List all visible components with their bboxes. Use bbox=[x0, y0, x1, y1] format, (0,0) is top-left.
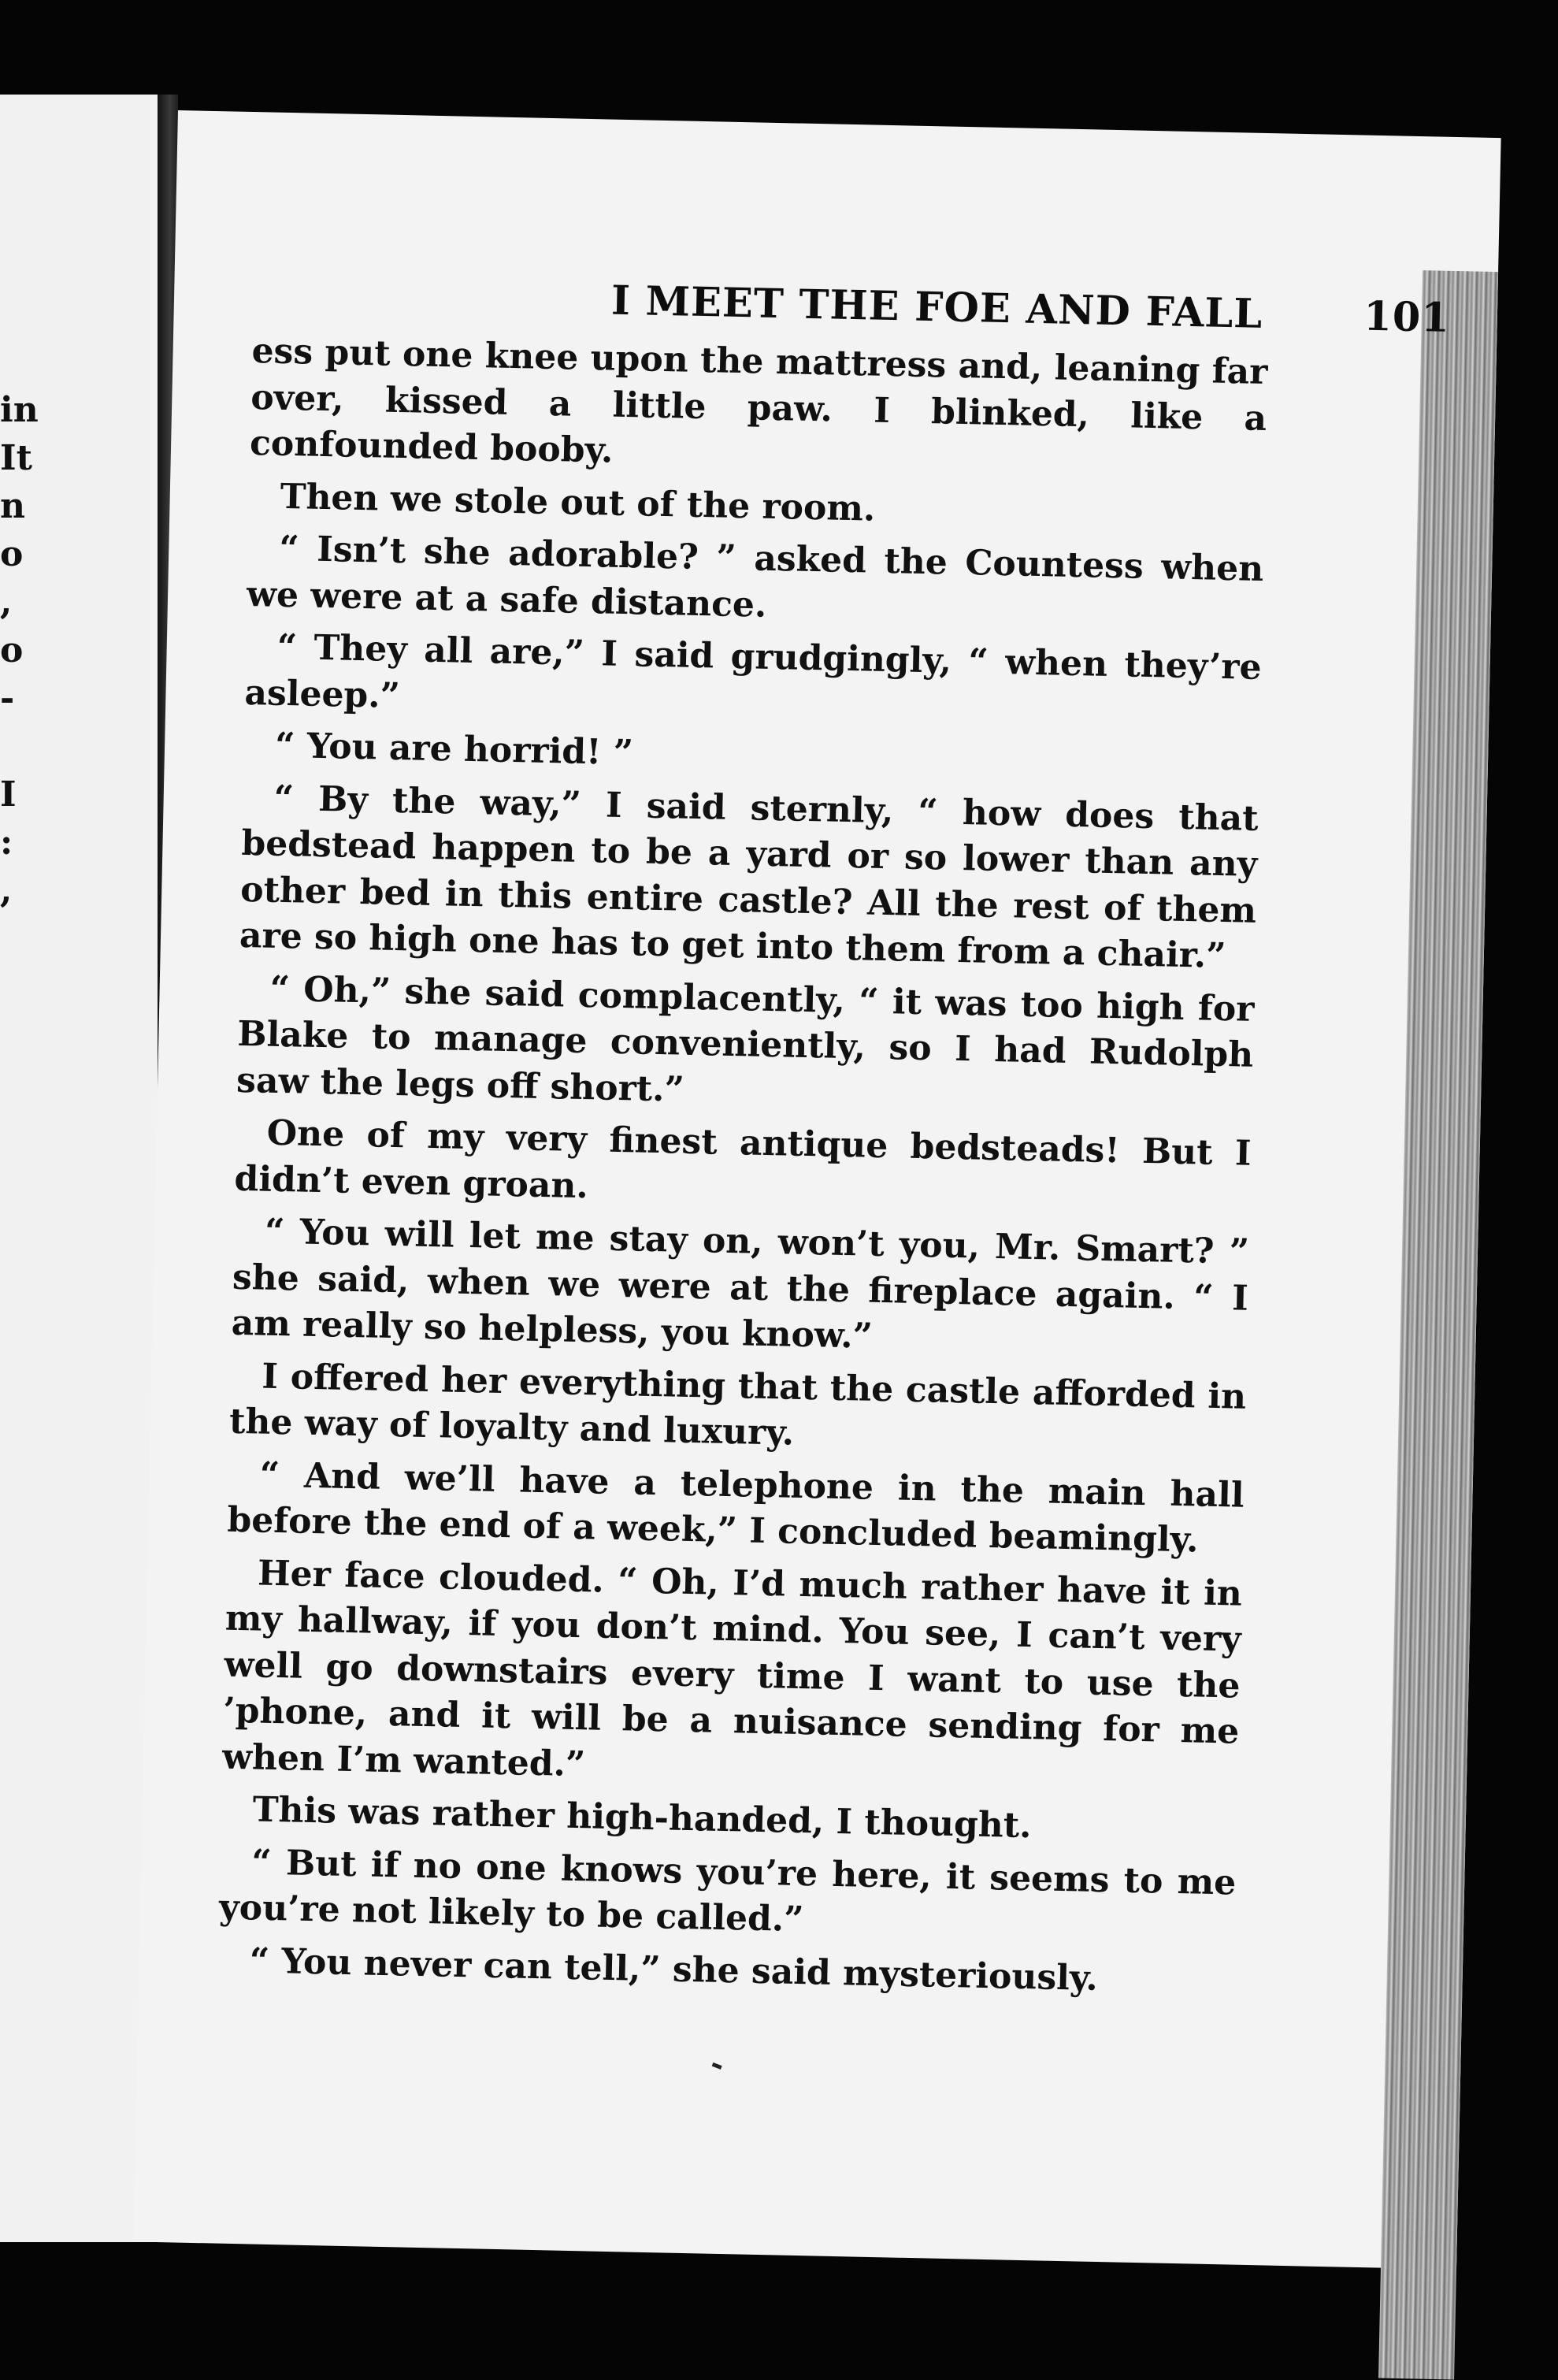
paragraph: “ You never can tell,” she said mysteriously. bbox=[249, 1940, 1099, 1999]
left-edge-fragment: I bbox=[0, 774, 17, 815]
paragraph: “ They all are,” I said grudgingly, “ when they’re asleep.” bbox=[244, 626, 1263, 716]
left-edge-fragment: n bbox=[0, 486, 25, 526]
left-edge-fragment bbox=[0, 722, 41, 770]
page-number: 101 bbox=[1363, 292, 1451, 342]
paragraph: One of my very finest antique bedsteads! But I didn’t even groan. bbox=[234, 1112, 1252, 1206]
left-page bbox=[0, 95, 161, 2242]
left-edge-fragment: , bbox=[0, 871, 13, 911]
paragraph: Her face clouded. “ Oh, I’d much rather have it in my hallway, if you don’t mind. You see, I can’t very well go downstairs every time I want to use the ’phone, and it will be a nuisance sending for me when I’m wanted.” bbox=[221, 1553, 1243, 1784]
left-edge-fragment: , bbox=[0, 582, 13, 622]
left-edge-fragment: : bbox=[0, 822, 13, 863]
paragraph: “ You will let me stay on, won’t you, Mr. Smart? ” she said, when we were at the fireplace again. “ I am really so helpless, you know.” bbox=[231, 1211, 1250, 1357]
paragraph: “ You are horrid! ” bbox=[274, 725, 634, 774]
paragraph: I offered her everything that the castle afforded in the way of loyalty and luxury. bbox=[228, 1356, 1247, 1454]
scan-border bbox=[1501, 0, 1558, 2242]
left-page-edge-text bbox=[0, 386, 41, 915]
left-edge-fragment: - bbox=[0, 678, 15, 718]
paragraph: “ Oh,” she said complacently, “ it was too high for Blake to manage conveniently, so I had Rudolph saw the legs off short.” bbox=[236, 968, 1255, 1110]
page-body bbox=[217, 329, 1268, 2011]
paragraph: “ But if no one knows you’re here, it seems to me you’re not likely to be called.” bbox=[218, 1841, 1237, 1940]
paragraph: “ By the way,” I said sternly, “ how does that bedstead happen to be a yard or so lower than any other bed in this entire castle? All the rest of them are so high one has to get into them from a chair.” bbox=[239, 778, 1259, 977]
paragraph: This was rather high-handed, I thought. bbox=[252, 1789, 1033, 1847]
ink-speck bbox=[712, 2063, 722, 2070]
left-edge-fragment: o bbox=[0, 630, 24, 670]
left-edge-fragment: in bbox=[0, 390, 39, 430]
paragraph: ess put one knee upon the mattress and, leaning far over, kissed a little paw. I blinked, like a confounded booby. bbox=[249, 331, 1268, 471]
left-edge-fragment: It bbox=[0, 438, 32, 478]
paragraph: Then we stole out of the room. bbox=[280, 476, 876, 529]
paragraph: “ And we’ll have a telephone in the main hall before the end of a week,” I concluded beamingly. bbox=[227, 1454, 1245, 1561]
left-edge-fragment: o bbox=[0, 534, 24, 574]
paragraph: “ Isn’t she adorable? ” asked the Countess when we were at a safe distance. bbox=[246, 528, 1264, 626]
running-head: I MEET THE FOE AND FALL bbox=[610, 277, 1263, 338]
page-edge-shadow bbox=[1378, 270, 1498, 2379]
book-page bbox=[133, 110, 1501, 2270]
